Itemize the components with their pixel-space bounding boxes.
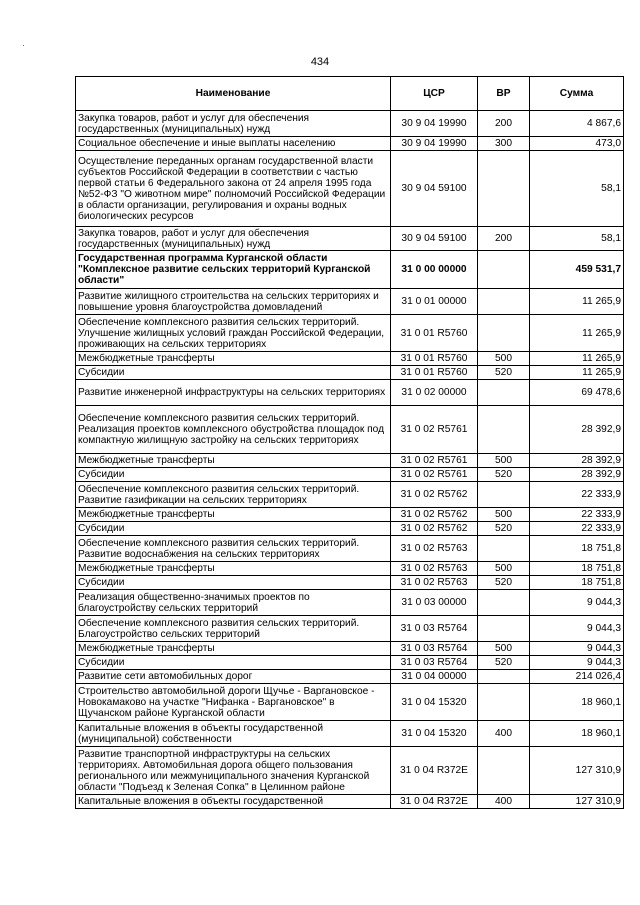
cell-name: Развитие жилищного строительства на сельских территориях и повышение уровня благоустройства домовладений xyxy=(76,289,391,315)
cell-sum: 11 265,9 xyxy=(530,315,624,352)
cell-csr: 31 0 04 R372E xyxy=(391,795,478,809)
cell-name: Развитие инженерной инфраструктуры на сельских территориях xyxy=(76,380,391,406)
cell-sum: 58,1 xyxy=(530,227,624,251)
table-row xyxy=(76,747,624,795)
cell-sum: 18 751,8 xyxy=(530,536,624,562)
cell-name: Закупка товаров, работ и услуг для обеспечения государственных (муниципальных) нужд xyxy=(76,111,391,137)
page-number: 434 xyxy=(310,56,330,68)
cell-vr xyxy=(478,590,530,616)
table-row xyxy=(76,536,624,562)
cell-sum: 18 751,8 xyxy=(530,576,624,590)
cell-csr: 31 0 02 R5763 xyxy=(391,576,478,590)
cell-csr: 31 0 02 R5763 xyxy=(391,562,478,576)
table-row xyxy=(76,670,624,684)
cell-name: Обеспечение комплексного развития сельских территорий. Развитие газификации на сельских территориях xyxy=(76,482,391,508)
cell-name: Межбюджетные трансферты xyxy=(76,508,391,522)
table-row xyxy=(76,482,624,508)
cell-name: Государственная программа Курганской области "Комплексное развитие сельских территорий Курганской области" xyxy=(76,251,391,289)
scan-mark: · xyxy=(22,40,25,50)
cell-vr: 500 xyxy=(478,352,530,366)
table-row xyxy=(76,576,624,590)
cell-name: Развитие сети автомобильных дорог xyxy=(76,670,391,684)
budget-table-wrapper xyxy=(75,76,623,809)
cell-name: Закупка товаров, работ и услуг для обеспечения государственных (муниципальных) нужд xyxy=(76,227,391,251)
table-row xyxy=(76,151,624,227)
cell-vr xyxy=(478,684,530,721)
cell-sum: 69 478,6 xyxy=(530,380,624,406)
cell-vr: 520 xyxy=(478,656,530,670)
cell-name: Развитие транспортной инфраструктуры на сельских территориях. Автомобильная дорога общего пользования регионального или межмуниципального значения Курганской области "Подъезд к Зеленая Сопка" в Целинном районе xyxy=(76,747,391,795)
cell-sum: 4 867,6 xyxy=(530,111,624,137)
cell-vr: 520 xyxy=(478,576,530,590)
cell-vr xyxy=(478,380,530,406)
cell-vr: 520 xyxy=(478,522,530,536)
cell-vr: 500 xyxy=(478,454,530,468)
cell-vr xyxy=(478,251,530,289)
cell-vr xyxy=(478,406,530,454)
cell-name: Обеспечение комплексного развития сельских территорий. Улучшение жилищных условий граждан Российской Федерации, проживающих на сельских территориях xyxy=(76,315,391,352)
cell-sum: 11 265,9 xyxy=(530,289,624,315)
table-row xyxy=(76,227,624,251)
cell-vr xyxy=(478,289,530,315)
table-row xyxy=(76,721,624,747)
cell-vr: 200 xyxy=(478,111,530,137)
cell-csr: 31 0 03 R5764 xyxy=(391,656,478,670)
cell-vr xyxy=(478,151,530,227)
table-row xyxy=(76,315,624,352)
cell-vr: 200 xyxy=(478,227,530,251)
table-row xyxy=(76,251,624,289)
cell-csr: 31 0 03 R5764 xyxy=(391,616,478,642)
cell-name: Реализация общественно-значимых проектов по благоустройству сельских территорий xyxy=(76,590,391,616)
cell-vr: 400 xyxy=(478,795,530,809)
table-row xyxy=(76,352,624,366)
cell-sum: 11 265,9 xyxy=(530,352,624,366)
cell-sum: 18 960,1 xyxy=(530,684,624,721)
cell-csr: 31 0 00 00000 xyxy=(391,251,478,289)
cell-sum: 18 751,8 xyxy=(530,562,624,576)
column-header-vr: ВР xyxy=(478,77,530,111)
cell-name: Капитальные вложения в объекты государственной (муниципальной) собственности xyxy=(76,721,391,747)
table-row xyxy=(76,366,624,380)
budget-table xyxy=(75,76,624,809)
cell-sum: 11 265,9 xyxy=(530,366,624,380)
cell-name: Субсидии xyxy=(76,468,391,482)
cell-vr xyxy=(478,670,530,684)
table-row xyxy=(76,616,624,642)
cell-sum: 9 044,3 xyxy=(530,642,624,656)
table-row xyxy=(76,656,624,670)
table-row xyxy=(76,562,624,576)
cell-csr: 31 0 01 R5760 xyxy=(391,315,478,352)
cell-vr: 400 xyxy=(478,721,530,747)
cell-vr xyxy=(478,747,530,795)
cell-sum: 9 044,3 xyxy=(530,590,624,616)
cell-name: Межбюджетные трансферты xyxy=(76,562,391,576)
cell-name: Межбюджетные трансферты xyxy=(76,642,391,656)
cell-vr: 500 xyxy=(478,508,530,522)
cell-name: Осуществление переданных органам государственной власти субъектов Российской Федерации в соответствии с частью первой статьи 6 Федерального закона от 24 апреля 1995 года №52-ФЗ "О животном мире" полномочий Российской Федерации в области организации, регулирования и охраны водных биологических ресурсов xyxy=(76,151,391,227)
cell-csr: 31 0 04 00000 xyxy=(391,670,478,684)
cell-name: Социальное обеспечение и иные выплаты населению xyxy=(76,137,391,151)
cell-name: Межбюджетные трансферты xyxy=(76,454,391,468)
cell-vr xyxy=(478,616,530,642)
cell-vr xyxy=(478,482,530,508)
cell-sum: 127 310,9 xyxy=(530,795,624,809)
cell-csr: 31 0 03 R5764 xyxy=(391,642,478,656)
table-row xyxy=(76,522,624,536)
table-row xyxy=(76,642,624,656)
cell-csr: 30 9 04 19990 xyxy=(391,137,478,151)
cell-name: Обеспечение комплексного развития сельских территорий. Благоустройство сельских территорий xyxy=(76,616,391,642)
cell-vr xyxy=(478,315,530,352)
table-row xyxy=(76,684,624,721)
cell-csr: 31 0 01 R5760 xyxy=(391,366,478,380)
cell-csr: 31 0 04 15320 xyxy=(391,721,478,747)
cell-name: Субсидии xyxy=(76,366,391,380)
cell-sum: 473,0 xyxy=(530,137,624,151)
cell-csr: 31 0 04 R372E xyxy=(391,747,478,795)
cell-vr: 500 xyxy=(478,562,530,576)
cell-sum: 9 044,3 xyxy=(530,656,624,670)
cell-csr: 31 0 02 R5761 xyxy=(391,406,478,454)
cell-csr: 30 9 04 59100 xyxy=(391,151,478,227)
column-header-name: Наименование xyxy=(76,77,391,111)
cell-vr: 520 xyxy=(478,366,530,380)
cell-sum: 214 026,4 xyxy=(530,670,624,684)
cell-name: Капитальные вложения в объекты государственной xyxy=(76,795,391,809)
cell-name: Строительство автомобильной дороги Щучье - Варгановское - Новокамаково на участке "Нифанка - Варгановское" в Щучанском районе Курганской области xyxy=(76,684,391,721)
cell-sum: 459 531,7 xyxy=(530,251,624,289)
table-row xyxy=(76,590,624,616)
table-row xyxy=(76,454,624,468)
cell-csr: 31 0 03 00000 xyxy=(391,590,478,616)
cell-name: Субсидии xyxy=(76,656,391,670)
cell-csr: 31 0 02 00000 xyxy=(391,380,478,406)
cell-vr: 300 xyxy=(478,137,530,151)
cell-csr: 31 0 02 R5762 xyxy=(391,508,478,522)
table-row xyxy=(76,795,624,809)
cell-sum: 22 333,9 xyxy=(530,522,624,536)
cell-vr: 500 xyxy=(478,642,530,656)
cell-sum: 28 392,9 xyxy=(530,468,624,482)
table-row xyxy=(76,468,624,482)
cell-sum: 28 392,9 xyxy=(530,454,624,468)
cell-sum: 58,1 xyxy=(530,151,624,227)
cell-csr: 30 9 04 59100 xyxy=(391,227,478,251)
cell-sum: 28 392,9 xyxy=(530,406,624,454)
cell-sum: 18 960,1 xyxy=(530,721,624,747)
cell-csr: 31 0 02 R5761 xyxy=(391,454,478,468)
cell-csr: 31 0 02 R5761 xyxy=(391,468,478,482)
table-row xyxy=(76,111,624,137)
cell-csr: 31 0 01 R5760 xyxy=(391,352,478,366)
cell-name: Обеспечение комплексного развития сельских территорий. Реализация проектов комплексного обустройства площадок под компактную жилищную застройку на сельских территориях xyxy=(76,406,391,454)
cell-sum: 22 333,9 xyxy=(530,482,624,508)
cell-name: Обеспечение комплексного развития сельских территорий. Развитие водоснабжения на сельских территориях xyxy=(76,536,391,562)
table-row xyxy=(76,289,624,315)
cell-csr: 31 0 02 R5762 xyxy=(391,522,478,536)
cell-csr: 31 0 02 R5762 xyxy=(391,482,478,508)
cell-vr xyxy=(478,536,530,562)
table-row xyxy=(76,406,624,454)
column-header-sum: Сумма xyxy=(530,77,624,111)
cell-csr: 31 0 04 15320 xyxy=(391,684,478,721)
table-row xyxy=(76,380,624,406)
column-header-csr: ЦСР xyxy=(391,77,478,111)
table-row xyxy=(76,137,624,151)
cell-name: Субсидии xyxy=(76,522,391,536)
table-body xyxy=(76,111,624,809)
cell-sum: 22 333,9 xyxy=(530,508,624,522)
cell-name: Межбюджетные трансферты xyxy=(76,352,391,366)
table-header-row xyxy=(76,77,624,111)
cell-sum: 9 044,3 xyxy=(530,616,624,642)
cell-csr: 31 0 02 R5763 xyxy=(391,536,478,562)
cell-csr: 30 9 04 19990 xyxy=(391,111,478,137)
cell-csr: 31 0 01 00000 xyxy=(391,289,478,315)
cell-sum: 127 310,9 xyxy=(530,747,624,795)
cell-vr: 520 xyxy=(478,468,530,482)
table-row xyxy=(76,508,624,522)
cell-name: Субсидии xyxy=(76,576,391,590)
